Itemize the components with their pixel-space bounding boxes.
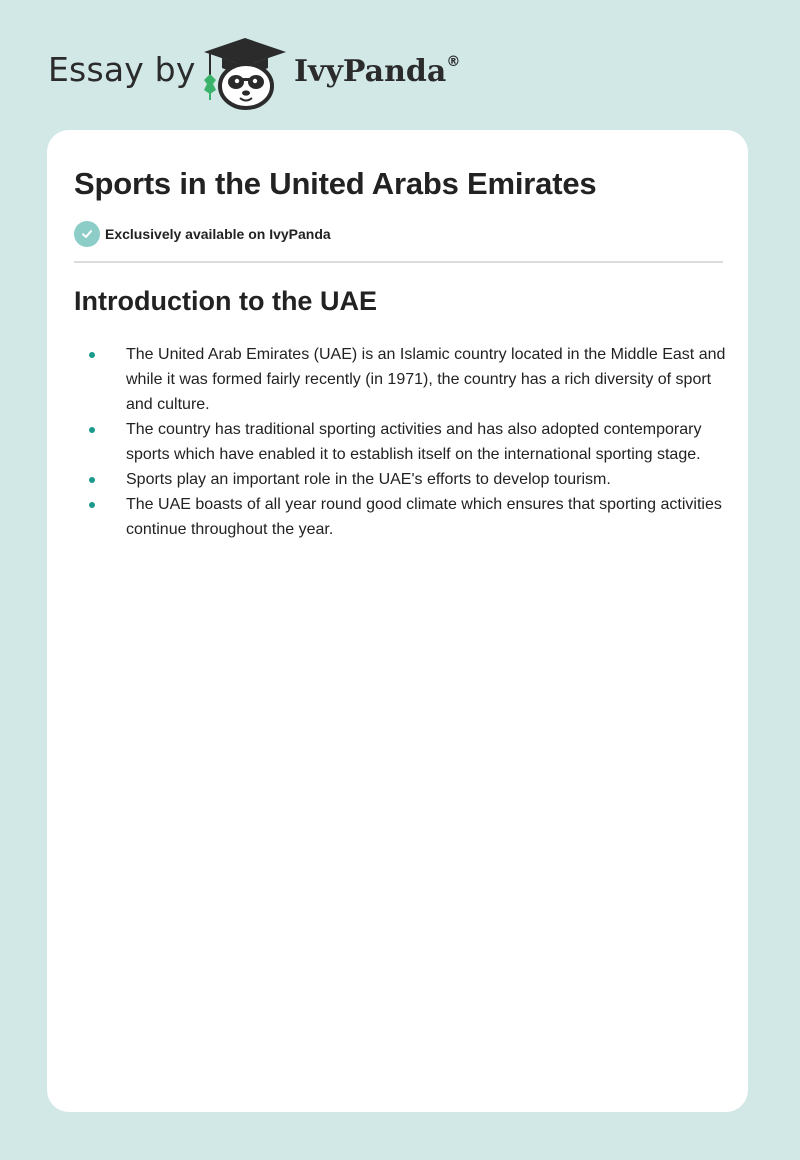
registered-mark: ® [446, 54, 461, 70]
bullet-dot [89, 427, 95, 433]
essay-by-label: Essay by [48, 50, 196, 89]
list-item-text: The country has traditional sporting activities and has also adopted contemporary sports which have enabled it to establish itself on the international sporting stage. [126, 421, 702, 463]
list-item [74, 342, 726, 417]
title-divider [74, 261, 723, 263]
list-item-text: The UAE boasts of all year round good climate which ensures that sporting activities continue throughout the year. [126, 496, 722, 538]
brand-name[interactable]: IvyPanda® [294, 54, 461, 89]
panda-graduate-icon [200, 34, 290, 110]
bullet-list [74, 342, 726, 542]
list-item-text: The United Arab Emirates (UAE) is an Islamic country located in the Middle East and while it was formed fairly recently (in 1971), the country has a rich diversity of sport and culture. [126, 346, 726, 413]
list-item [74, 467, 726, 492]
bullet-dot [89, 352, 95, 358]
site-header [48, 34, 548, 114]
list-item-text: Sports play an important role in the UAE's efforts to develop tourism. [126, 471, 611, 488]
bullet-dot [89, 502, 95, 508]
essay-card [47, 130, 748, 1112]
list-item [74, 417, 726, 467]
check-circle-icon [74, 221, 100, 247]
page-title: Sports in the United Arabs Emirates [74, 166, 597, 201]
exclusive-badge-label: Exclusively available on IvyPanda [105, 226, 331, 242]
section-heading: Introduction to the UAE [74, 286, 377, 316]
exclusive-badge [74, 221, 331, 247]
list-item [74, 492, 726, 542]
bullet-dot [89, 477, 95, 483]
